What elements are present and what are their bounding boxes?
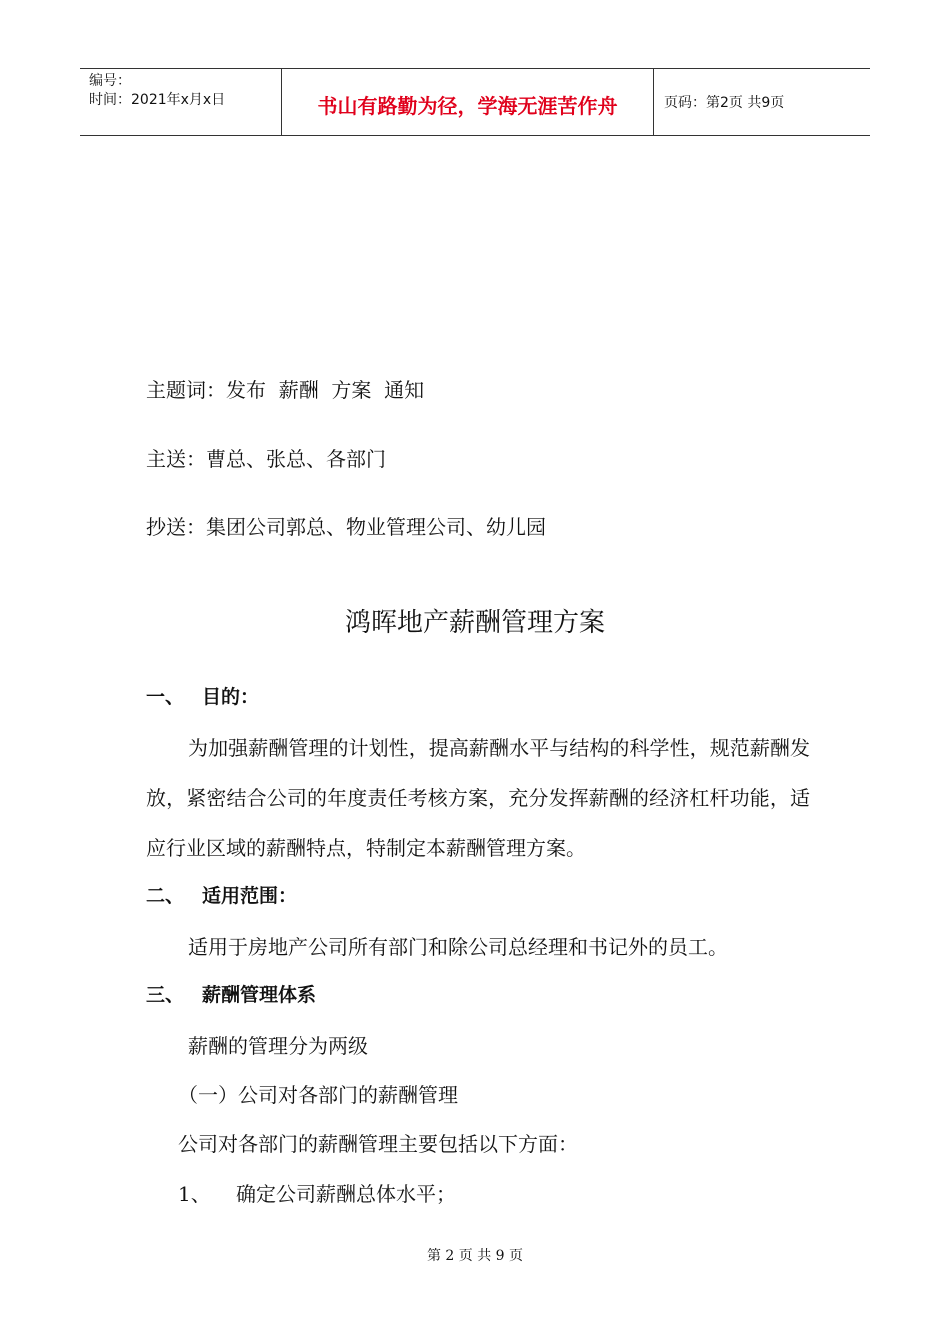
section-heading-purpose	[146, 684, 259, 710]
section-body-purpose: 为加强薪酬管理的计划性，提高薪酬水平与结构的科学性，规范薪酬发放，紧密结合公司的年度责任考核方案，充分发挥薪酬的经济杠杆功能，适应行业区域的薪酬特点，特制定本薪酬管理方案。	[146, 736, 810, 860]
list-item-text: 确定公司薪酬总体水平；	[236, 1182, 456, 1206]
section-title: 薪酬管理体系	[202, 984, 317, 1006]
section-title: 适用范围：	[202, 885, 298, 907]
document-header	[80, 68, 870, 136]
section-number: 一、	[146, 686, 185, 708]
section-number: 二、	[146, 885, 185, 907]
send-to-line: 主送：曹总、张总、各部门	[146, 447, 386, 471]
keywords-line: 主题词：发布 薪酬 方案 通知	[146, 378, 425, 402]
header-page-info: 页码：第2页 共9页	[664, 95, 785, 111]
body-line: （一）公司对各部门的薪酬管理	[178, 1083, 458, 1107]
body-line: 公司对各部门的薪酬管理主要包括以下方面：	[178, 1132, 578, 1156]
section-body-scope: 适用于房地产公司所有部门和除公司总经理和书记外的员工。	[188, 935, 728, 959]
page-footer: 第 2 页 共 9 页	[426, 1248, 524, 1264]
header-meta-cell	[80, 69, 282, 135]
section-number: 三、	[146, 984, 185, 1006]
section-heading-scope	[146, 883, 297, 909]
document-title: 鸿晖地产薪酬管理方案	[344, 608, 605, 638]
body-line: 薪酬的管理分为两级	[188, 1034, 368, 1058]
header-motto: 书山有路勤为径，学海无涯苦作舟	[282, 69, 654, 135]
cc-line: 抄送：集团公司郭总、物业管理公司、幼儿园	[146, 515, 546, 539]
document-number-label: 编号：	[89, 73, 131, 89]
document-date: 时间：2021年x月x日	[89, 92, 226, 108]
section-heading-system	[146, 982, 316, 1008]
list-item-number: 1、	[178, 1182, 211, 1206]
list-item	[178, 1180, 456, 1208]
section-title: 目的：	[202, 686, 260, 708]
